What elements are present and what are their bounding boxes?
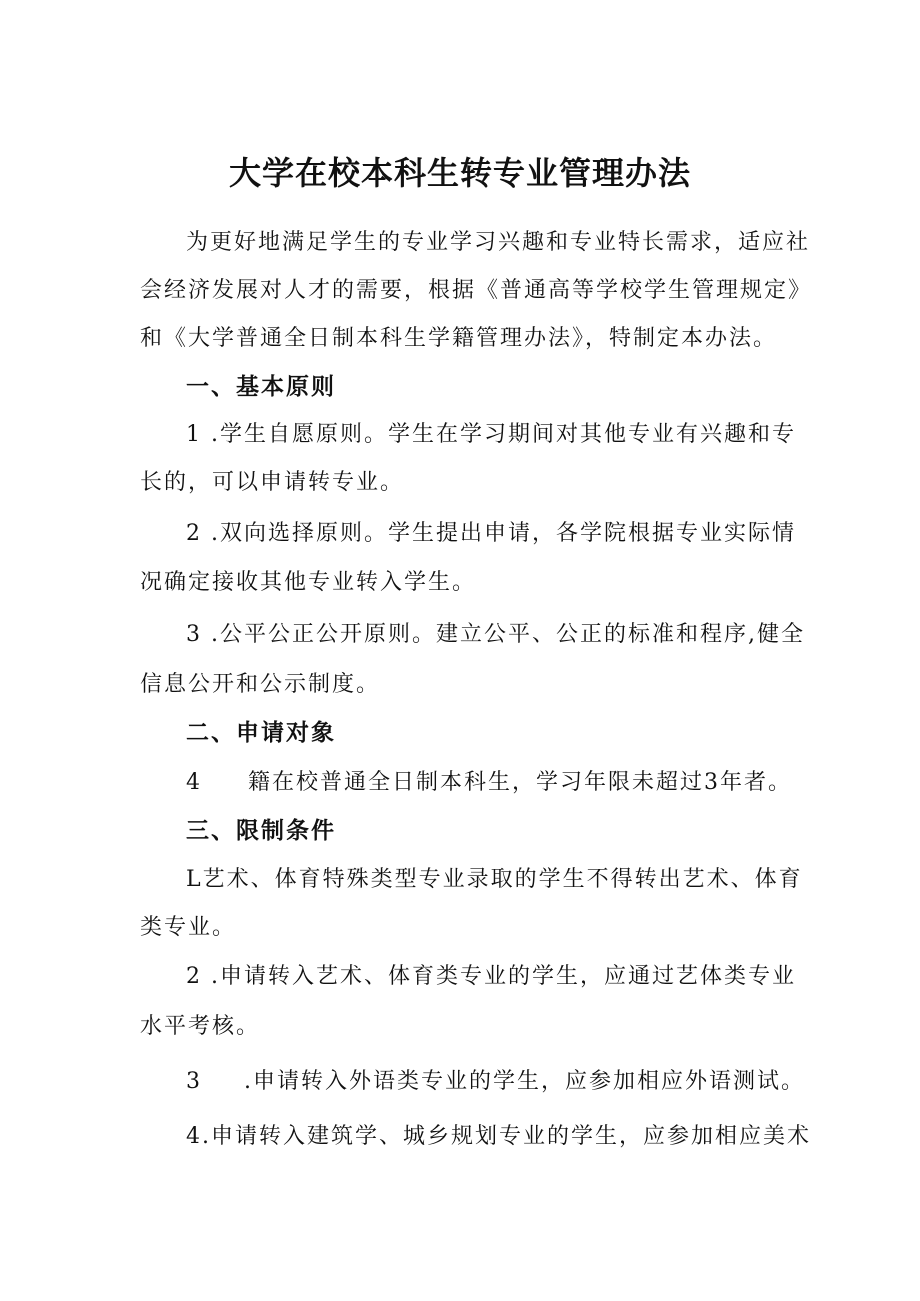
section-heading-restrictions: 三、限制条件 xyxy=(186,818,336,844)
restriction-3-text: .申请转入外语类专业的学生，应参加相应外语测试。 xyxy=(244,1069,805,1094)
principle-2-line-2: 况确定接收其他专业转入学生。 xyxy=(140,570,477,595)
principle-3-line-1: 3 .公平公正公开原则。建立公平、公正的标准和程序,健全 xyxy=(186,622,805,647)
section-heading-applicants: 二、申请对象 xyxy=(186,720,336,746)
applicants-item-text: 籍在校普通全日制本科生，学习年限未超过3年者。 xyxy=(248,770,792,795)
principle-3-line-2: 信息公开和公示制度。 xyxy=(140,672,381,697)
principle-1-line-1: 1 .学生自愿原则。学生在学习期间对其他专业有兴趣和专 xyxy=(186,422,796,447)
restriction-1-line-2: 类专业。 xyxy=(140,915,237,940)
restriction-2-line-1: 2 .申请转入艺术、体育类专业的学生，应通过艺体类专业 xyxy=(186,964,796,989)
restriction-3-number: 3 xyxy=(186,1069,202,1094)
principle-1-line-2: 长的，可以申请转专业。 xyxy=(140,470,405,495)
document-title: 大学在校本科生转专业管理办法 xyxy=(228,154,691,192)
principle-2-line-1: 2 .双向选择原则。学生提出申请，各学院根据专业实际情 xyxy=(186,521,796,546)
restriction-4-line-1: 4.申请转入建筑学、城乡规划专业的学生，应参加相应美术 xyxy=(186,1124,811,1149)
intro-line-2: 会经济发展对人才的需要，根据《普通高等学校学生管理规定》 xyxy=(140,278,813,303)
intro-line-1: 为更好地满足学生的专业学习兴趣和专业特长需求，适应社 xyxy=(186,230,811,255)
applicants-item-number: 4 xyxy=(186,770,202,795)
restriction-2-line-2: 水平考核。 xyxy=(140,1014,261,1039)
intro-line-3: 和《大学普通全日制本科生学籍管理办法》，特制定本办法。 xyxy=(140,326,778,351)
restriction-1-line-1: L艺术、体育特殊类型专业录取的学生不得转出艺术、体育 xyxy=(186,867,803,892)
section-heading-basic-principles: 一、基本原则 xyxy=(186,374,336,400)
